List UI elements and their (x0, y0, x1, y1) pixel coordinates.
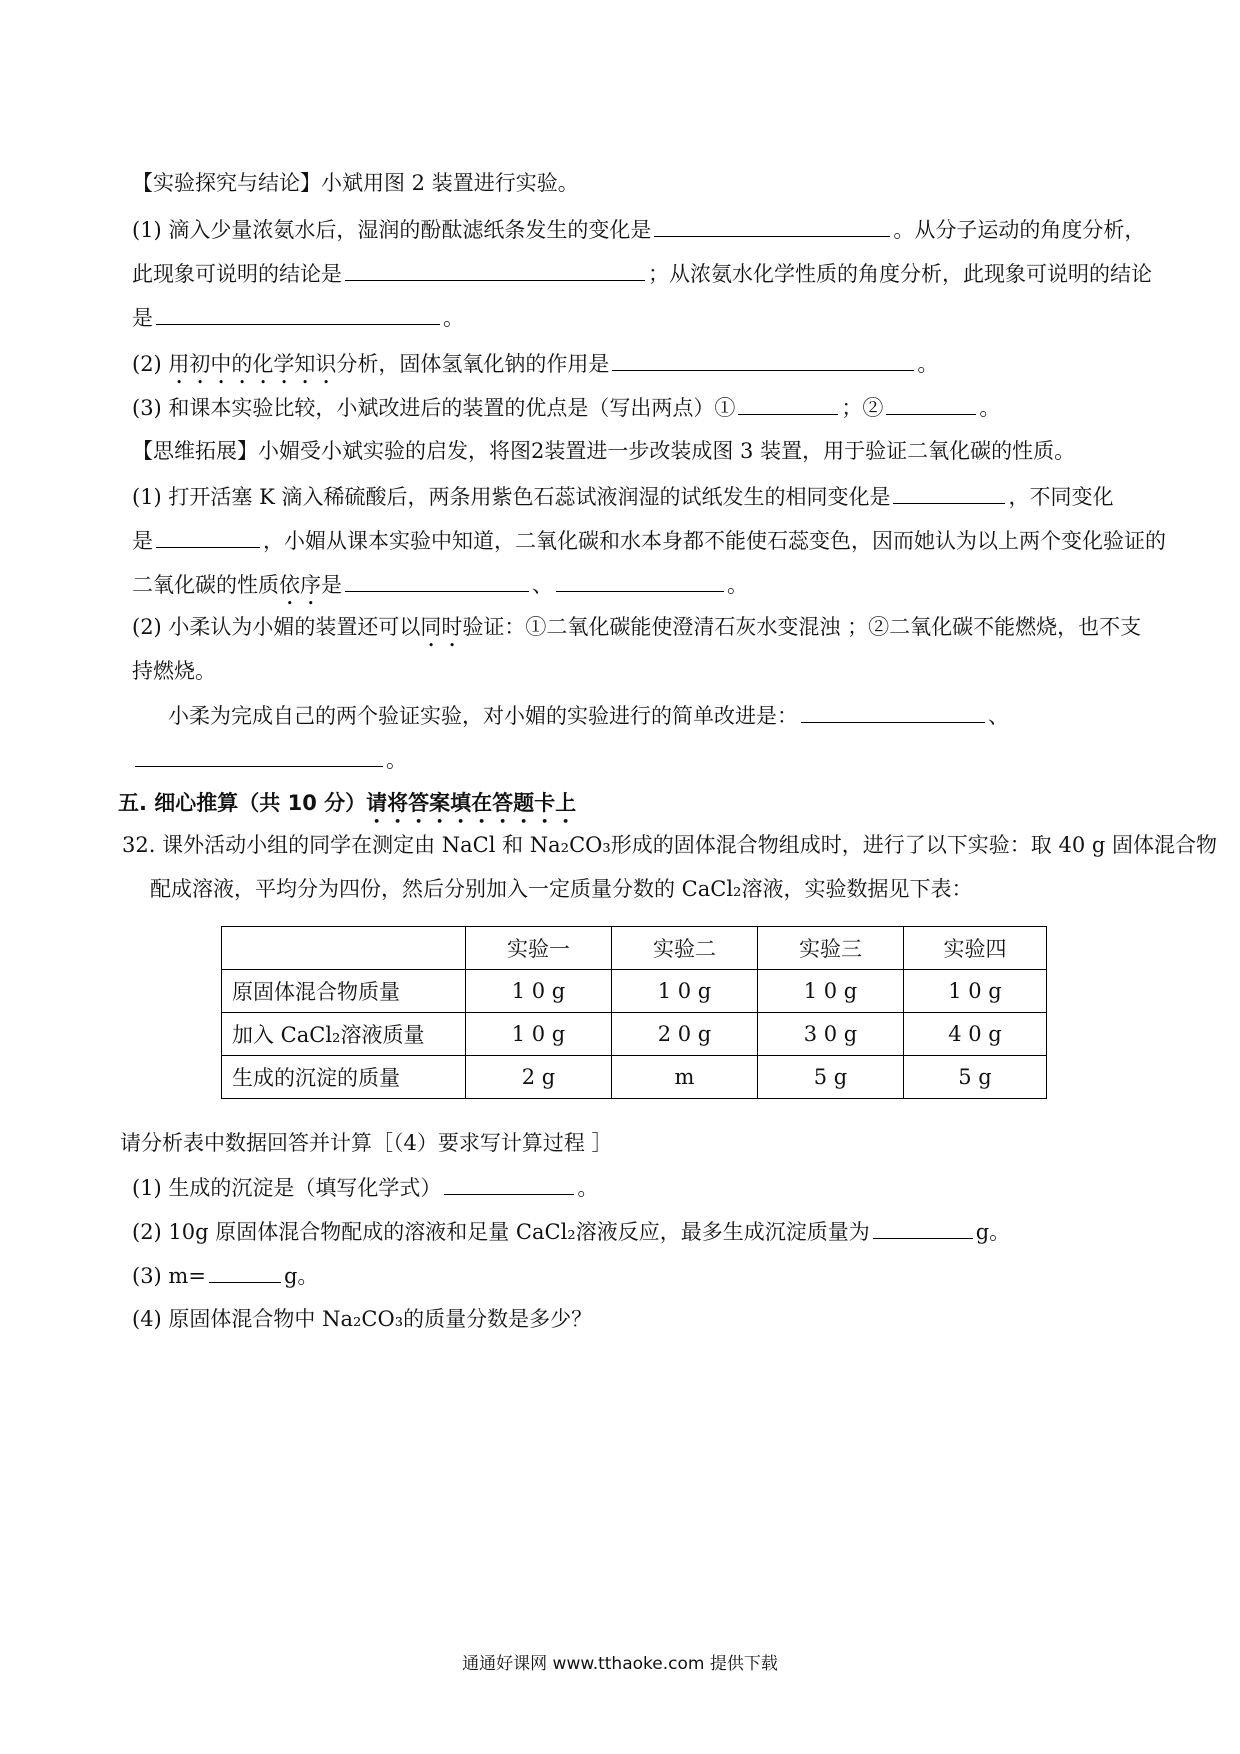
extend-q1-text: 是 (321, 573, 342, 597)
sub-q1-text: 。 (577, 1176, 599, 1200)
explore-q3-line (132, 392, 1000, 423)
extend-q2-line2 (132, 656, 216, 686)
answer-blank[interactable] (893, 481, 1005, 504)
extend-q1-text: 是 (132, 529, 153, 553)
sub-q1-line (132, 1172, 598, 1203)
table-row-label: 生成的沉淀的质量 (222, 1056, 466, 1099)
section5-title (118, 788, 576, 828)
section5-title-text: 五. 细心推算（共 10 分） (118, 791, 367, 815)
answer-blank[interactable] (612, 348, 914, 371)
answer-blank[interactable] (556, 569, 724, 592)
q32-line1 (122, 830, 1217, 860)
explore-q2-text: 分析，固体氢氧化钠的作用是 (336, 352, 610, 376)
sub-q4-line (132, 1304, 592, 1334)
answer-blank[interactable] (156, 302, 440, 325)
sub-q2-text: g。 (975, 1220, 1011, 1244)
answer-blank[interactable] (345, 258, 645, 281)
extend-q2-text: 。 (386, 748, 407, 772)
emphasis-text: 依序 (279, 573, 321, 597)
table-row (222, 1056, 1047, 1099)
explore-q3-text: 。 (979, 396, 1001, 420)
instruction-line (120, 1128, 613, 1158)
explore-q1-text: ；从浓氨水化学性质的角度分析，此现象可说明的结论 (648, 262, 1152, 286)
page-footer: 通通好课网 www.tthaoke.com 提供下载 (462, 1654, 778, 1674)
table-cell: 1 0 g (612, 970, 758, 1013)
answer-blank[interactable] (135, 744, 383, 767)
table-cell: 1 0 g (758, 970, 904, 1013)
answer-blank[interactable] (156, 525, 260, 548)
extend-heading: 【思维拓展】 (132, 439, 258, 463)
extend-q1-line1 (132, 481, 1113, 512)
extend-q2-text: (2) 小柔认为小媚的装置还可以 (132, 615, 421, 639)
sub-q3-text: g。 (283, 1264, 319, 1288)
table-cell: 1 0 g (466, 1013, 612, 1056)
extend-intro: 小媚受小斌实验的启发，将图2装置进一步改装成图 3 装置，用于验证二氧化碳的性质。 (258, 439, 1076, 463)
table-cell: 2 0 g (612, 1013, 758, 1056)
table-row-label: 原固体混合物质量 (222, 970, 466, 1013)
extend-q1-text: 。 (727, 573, 748, 597)
extend-q1-text: 、 (532, 573, 553, 597)
table-cell: 1 0 g (466, 970, 612, 1013)
table-header-cell: 实验一 (466, 927, 612, 970)
table-cell: m (612, 1056, 758, 1099)
instruction-text: 请分析表中数据回答并计算［（4）要求写计算过程 ］ (120, 1131, 613, 1155)
emphasis-text: 同时 (420, 615, 463, 639)
emphasis-text: 用初中的化学知识 (168, 352, 337, 376)
explore-q2-text: 。 (917, 352, 939, 376)
q32-line2 (150, 874, 972, 904)
extend-heading-line (132, 436, 1075, 466)
sub-q2-text: (2) 10g 原固体混合物配成的溶液和足量 CaCl₂溶液反应，最多生成沉淀质量为 (132, 1220, 870, 1244)
extend-q1-text: 二氧化碳的性质 (132, 573, 279, 597)
table-header-row (222, 927, 1047, 970)
answer-blank[interactable] (444, 1172, 574, 1195)
explore-q2-line (132, 348, 938, 389)
answer-blank[interactable] (654, 214, 890, 237)
explore-intro: 小斌用图 2 装置进行实验。 (321, 171, 579, 195)
extend-q2-text: 验证：①二氧化碳能使澄清石灰水变混浊 ；②二氧化碳不能燃烧，也不支 (462, 615, 1142, 639)
extend-q2-line3 (168, 700, 1009, 731)
explore-q1-line3 (132, 302, 464, 333)
extend-q1-line3 (132, 569, 748, 610)
sub-q2-line (132, 1216, 1010, 1247)
explore-q1-line2 (132, 258, 1152, 289)
explore-heading-line (132, 168, 579, 198)
emphasis-text: 请将答案填在答题卡上 (366, 791, 577, 815)
explore-q1-line1 (132, 214, 1145, 245)
extend-q2-line4 (132, 744, 407, 775)
table-row (222, 970, 1047, 1013)
explore-q1-text: 。 (443, 306, 464, 330)
explore-q3-text: (3) 和课本实验比较，小斌改进后的装置的优点是（写出两点）① (132, 396, 736, 420)
explore-q2-text: (2) (132, 352, 169, 376)
extend-q2-text: 、 (988, 704, 1009, 728)
explore-q1-text: (1) 滴入少量浓氨水后，湿润的酚酞滤纸条发生的变化是 (132, 218, 652, 242)
answer-blank[interactable] (738, 392, 838, 415)
answer-blank[interactable] (209, 1260, 281, 1283)
answer-blank[interactable] (345, 569, 529, 592)
answer-blank[interactable] (801, 700, 985, 723)
table-cell: 5 g (904, 1056, 1047, 1099)
table-cell: 3 0 g (758, 1013, 904, 1056)
table-header-cell: 实验二 (612, 927, 758, 970)
explore-q1-text: 此现象可说明的结论是 (132, 262, 342, 286)
table-header-cell: 实验三 (758, 927, 904, 970)
table-header-cell (222, 927, 466, 970)
extend-q2-text: 持燃烧。 (132, 659, 216, 683)
q32-text: 配成溶液，平均分为四份，然后分别加入一定质量分数的 CaCl₂溶液，实验数据见下表： (150, 877, 973, 901)
table-cell: 2 g (466, 1056, 612, 1099)
extend-q2-text: 小柔为完成自己的两个验证实验，对小媚的实验进行的简单改进是： (168, 704, 798, 728)
sub-q4-text: (4) 原固体混合物中 Na₂CO₃的质量分数是多少？ (132, 1307, 593, 1331)
extend-q1-text: ，小媚从课本实验中知道，二氧化碳和水本身都不能使石蕊变色，因而她认为以上两个变化验证的 (263, 529, 1166, 553)
extend-q1-text: (1) 打开活塞 K 滴入稀硫酸后，两条用紫色石蕊试液润湿的试纸发生的相同变化是 (132, 485, 891, 509)
explore-heading: 【实验探究与结论】 (132, 171, 321, 195)
q32-text: 32. 课外活动小组的同学在测定由 NaCl 和 Na₂CO₃形成的固体混合物组成时，进行了以下实验：取 40 g 固体混合物 (122, 833, 1217, 857)
table-row (222, 1013, 1047, 1056)
experiment-data-table (221, 926, 1047, 1099)
table-cell: 4 0 g (904, 1013, 1047, 1056)
answer-blank[interactable] (873, 1216, 973, 1239)
answer-blank[interactable] (886, 392, 976, 415)
explore-q3-text: ；② (841, 396, 884, 420)
table-header-cell: 实验四 (904, 927, 1047, 970)
sub-q3-text: (3) m= (132, 1264, 206, 1288)
sub-q1-text: (1) 生成的沉淀是（填写化学式） (132, 1176, 442, 1200)
table-row-label: 加入 CaCl₂溶液质量 (222, 1013, 466, 1056)
extend-q1-text: ，不同变化 (1008, 485, 1114, 509)
explore-q1-text: 是 (132, 306, 153, 330)
extend-q1-line2 (132, 525, 1166, 556)
explore-q1-text: 。从分子运动的角度分析， (893, 218, 1146, 242)
extend-q2-line1 (132, 612, 1141, 652)
table-cell: 5 g (758, 1056, 904, 1099)
table-cell: 1 0 g (904, 970, 1047, 1013)
sub-q3-line (132, 1260, 318, 1291)
